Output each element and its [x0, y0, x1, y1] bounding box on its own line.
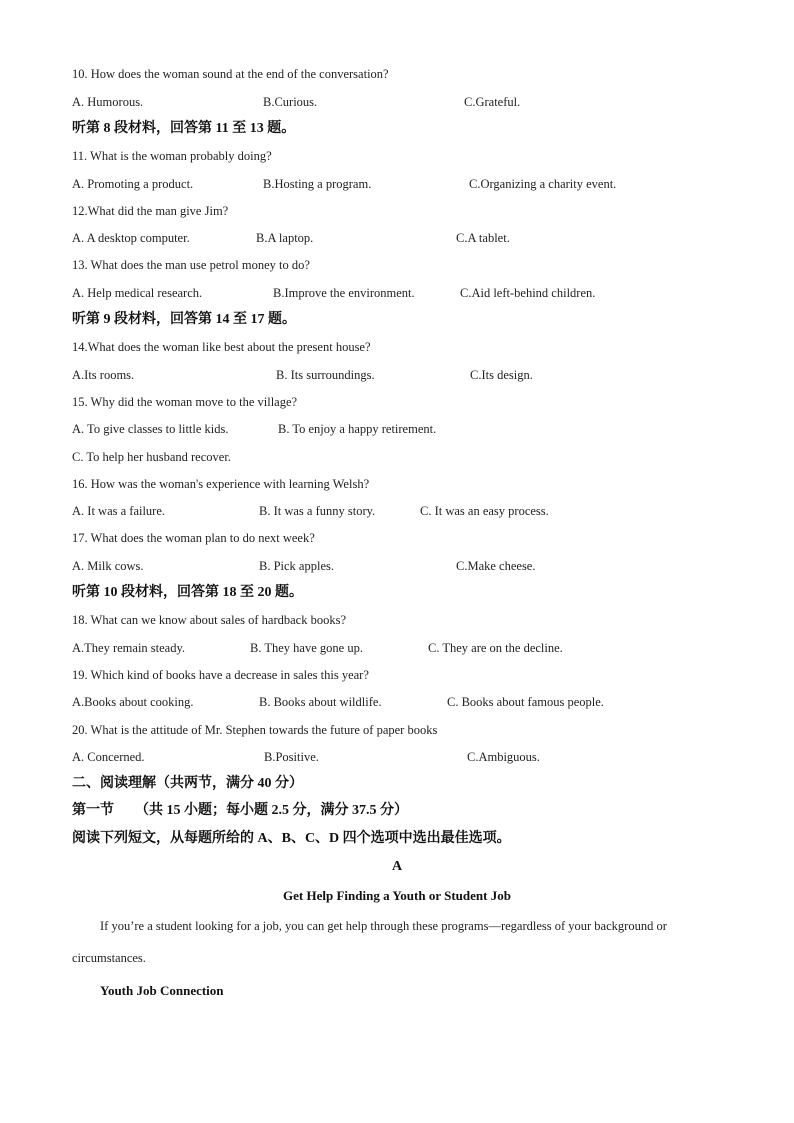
question-10-option-b: B.Curious. [263, 95, 318, 109]
question-11-stem: 11. What is the woman probably doing? [72, 149, 272, 163]
question-17-option-c: C.Make cheese. [456, 559, 536, 573]
question-18-option-c: C. They are on the decline. [428, 641, 563, 655]
part-2-instruction: 阅读下列短文，从每题所给的 A、B、C、D 四个选项中选出最佳选项。 [72, 831, 511, 846]
question-19-stem: 19. Which kind of books have a decrease in sales this year? [72, 668, 369, 682]
question-17-option-b: B. Pick apples. [259, 559, 334, 573]
question-16-option-b: B. It was a funny story. [259, 504, 376, 518]
question-16-option-c: C. It was an easy process. [420, 504, 549, 518]
question-12-stem: 12.What did the man give Jim? [72, 204, 229, 218]
question-10-option-c: C.Grateful. [464, 95, 521, 109]
question-17-stem: 17. What does the woman plan to do next week? [72, 531, 315, 545]
passage-subheading: Youth Job Connection [100, 983, 224, 998]
question-12-option-c: C.A tablet. [456, 231, 510, 245]
question-20-stem: 20. What is the attitude of Mr. Stephen towards the future of paper books [72, 723, 438, 737]
question-18-option-b: B. They have gone up. [250, 641, 363, 655]
passage-letter: A [391, 859, 403, 874]
question-15-option-c: C. To help her husband recover. [72, 450, 231, 464]
question-16-option-a: A. It was a failure. [72, 504, 166, 518]
passage-title: Get Help Finding a Youth or Student Job [283, 888, 511, 903]
question-19-option-c: C. Books about famous people. [447, 695, 604, 709]
question-15-option-a: A. To give classes to little kids. [72, 422, 229, 436]
question-20-option-b: B.Positive. [264, 750, 319, 764]
question-11-option-c: C.Organizing a charity event. [469, 177, 617, 191]
question-14-option-b: B. Its surroundings. [276, 368, 375, 382]
question-14-stem: 14.What does the woman like best about the present house? [72, 340, 371, 354]
question-14-option-c: C.Its design. [470, 368, 533, 382]
question-15-stem: 15. Why did the woman move to the village? [72, 395, 298, 409]
question-10-option-a: A. Humorous. [72, 95, 144, 109]
question-13-option-a: A. Help medical research. [72, 286, 203, 300]
question-20-option-a: A. Concerned. [72, 750, 145, 764]
question-18-stem: 18. What can we know about sales of hardback books? [72, 613, 346, 627]
passage-paragraph: If you’re a student looking for a job, you can get help through these programs—regardless of your background or circumstances. [72, 919, 667, 965]
question-18-option-a: A.They remain steady. [72, 641, 186, 655]
question-14-option-a: A.Its rooms. [72, 368, 135, 382]
section-10-header: 听第 10 段材料，回答第 18 至 20 题。 [72, 585, 303, 600]
question-12-option-a: A. A desktop computer. [72, 231, 190, 245]
question-16-stem: 16. How was the woman's experience with learning Welsh? [72, 477, 370, 491]
question-12-option-b: B.A laptop. [256, 231, 314, 245]
section-8-header: 听第 8 段材料，回答第 11 至 13 题。 [72, 121, 296, 136]
question-13-stem: 13. What does the man use petrol money to do? [72, 258, 310, 272]
question-15-option-b: B. To enjoy a happy retirement. [278, 422, 437, 436]
section-9-header: 听第 9 段材料，回答第 14 至 17 题。 [72, 312, 296, 327]
question-19-option-b: B. Books about wildlife. [259, 695, 382, 709]
question-13-option-c: C.Aid left-behind children. [460, 286, 596, 300]
question-13-option-b: B.Improve the environment. [273, 286, 415, 300]
question-20-option-c: C.Ambiguous. [467, 750, 540, 764]
question-17-option-a: A. Milk cows. [72, 559, 144, 573]
question-11-option-a: A. Promoting a product. [72, 177, 194, 191]
question-19-option-a: A.Books about cooking. [72, 695, 194, 709]
part-2-section-1: 第一节 （共 15 小题；每小题 2.5 分，满分 37.5 分） [72, 803, 408, 818]
question-11-option-b: B.Hosting a program. [263, 177, 372, 191]
question-10-stem: 10. How does the woman sound at the end of the conversation? [72, 67, 389, 81]
part-2-title: 二、阅读理解（共两节，满分 40 分） [72, 776, 303, 791]
